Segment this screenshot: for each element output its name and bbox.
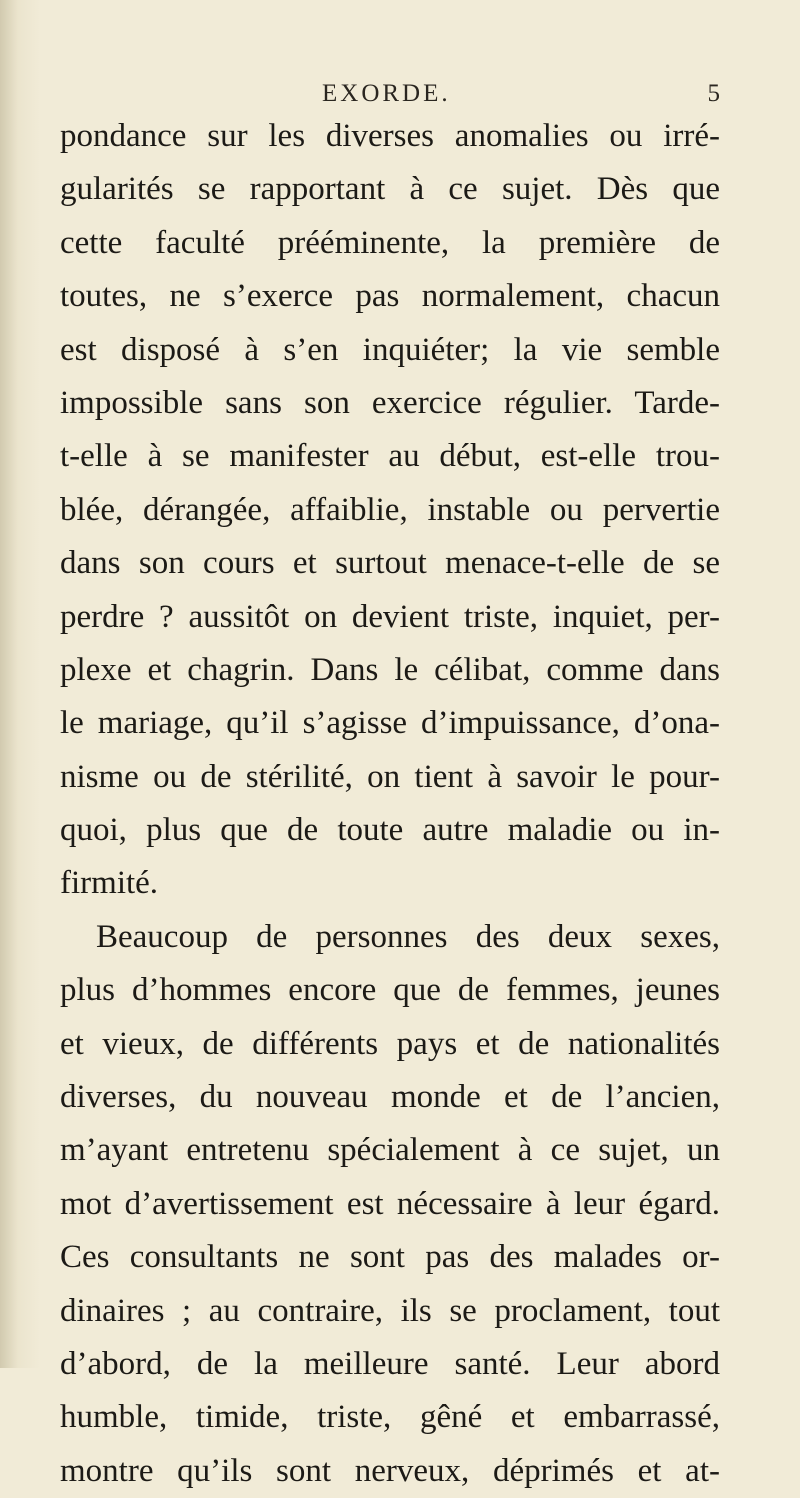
text-line: et vieux, de différents pays et de nationalités (60, 1025, 720, 1062)
text-line: humble, timide, triste, gêné et embarrassé, (60, 1399, 720, 1436)
text-line: d’abord, de la meilleure santé. Leur abord (60, 1345, 720, 1382)
text-line: diverses, du nouveau monde et de l’ancien, (60, 1079, 720, 1116)
text-line: cette faculté prééminente, la première de (60, 224, 720, 261)
paragraph-start-line: Beaucoup de personnes des deux sexes, (96, 918, 720, 955)
text-line: Ces consultants ne sont pas des malades or- (60, 1239, 720, 1276)
text-line: blée, dérangée, affaiblie, instable ou pervertie (60, 491, 720, 528)
body-text (60, 110, 720, 1498)
text-line: montre qu’ils sont nerveux, déprimés et at- (60, 1452, 720, 1489)
text-line: perdre ? aussitôt on devient triste, inquiet, per- (60, 598, 720, 635)
text-line: impossible sans son exercice régulier. Tarde- (60, 384, 720, 421)
text-line: toutes, ne s’exerce pas normalement, chacun (60, 278, 720, 315)
text-line: le mariage, qu’il s’agisse d’impuissance, d’ona- (60, 705, 720, 742)
text-line: dinaires ; au contraire, ils se proclament, tout (60, 1292, 720, 1329)
text-line: plexe et chagrin. Dans le célibat, comme dans (60, 651, 720, 688)
text-line: plus d’hommes encore que de femmes, jeunes (60, 972, 720, 1009)
text-line: nisme ou de stérilité, on tient à savoir le pour- (60, 758, 720, 795)
running-title: EXORDE. (322, 80, 451, 107)
page-number: 5 (707, 80, 720, 107)
text-line: dans son cours et surtout menace-t-elle de se (60, 545, 720, 582)
text-line: quoi, plus que de toute autre maladie ou in- (60, 812, 720, 849)
text-line: gularités se rapportant à ce sujet. Dès que (60, 171, 720, 208)
text-line: est disposé à s’en inquiéter; la vie semble (60, 331, 720, 368)
text-line: t-elle à se manifester au début, est-elle trou- (60, 438, 720, 475)
text-line: m’ayant entretenu spécialement à ce sujet, un (60, 1132, 720, 1169)
text-line: pondance sur les diverses anomalies ou irré- (60, 118, 720, 154)
text-line: mot d’avertissement est nécessaire à leur égard. (60, 1185, 720, 1222)
paragraph-end-line: firmité. (60, 865, 159, 902)
